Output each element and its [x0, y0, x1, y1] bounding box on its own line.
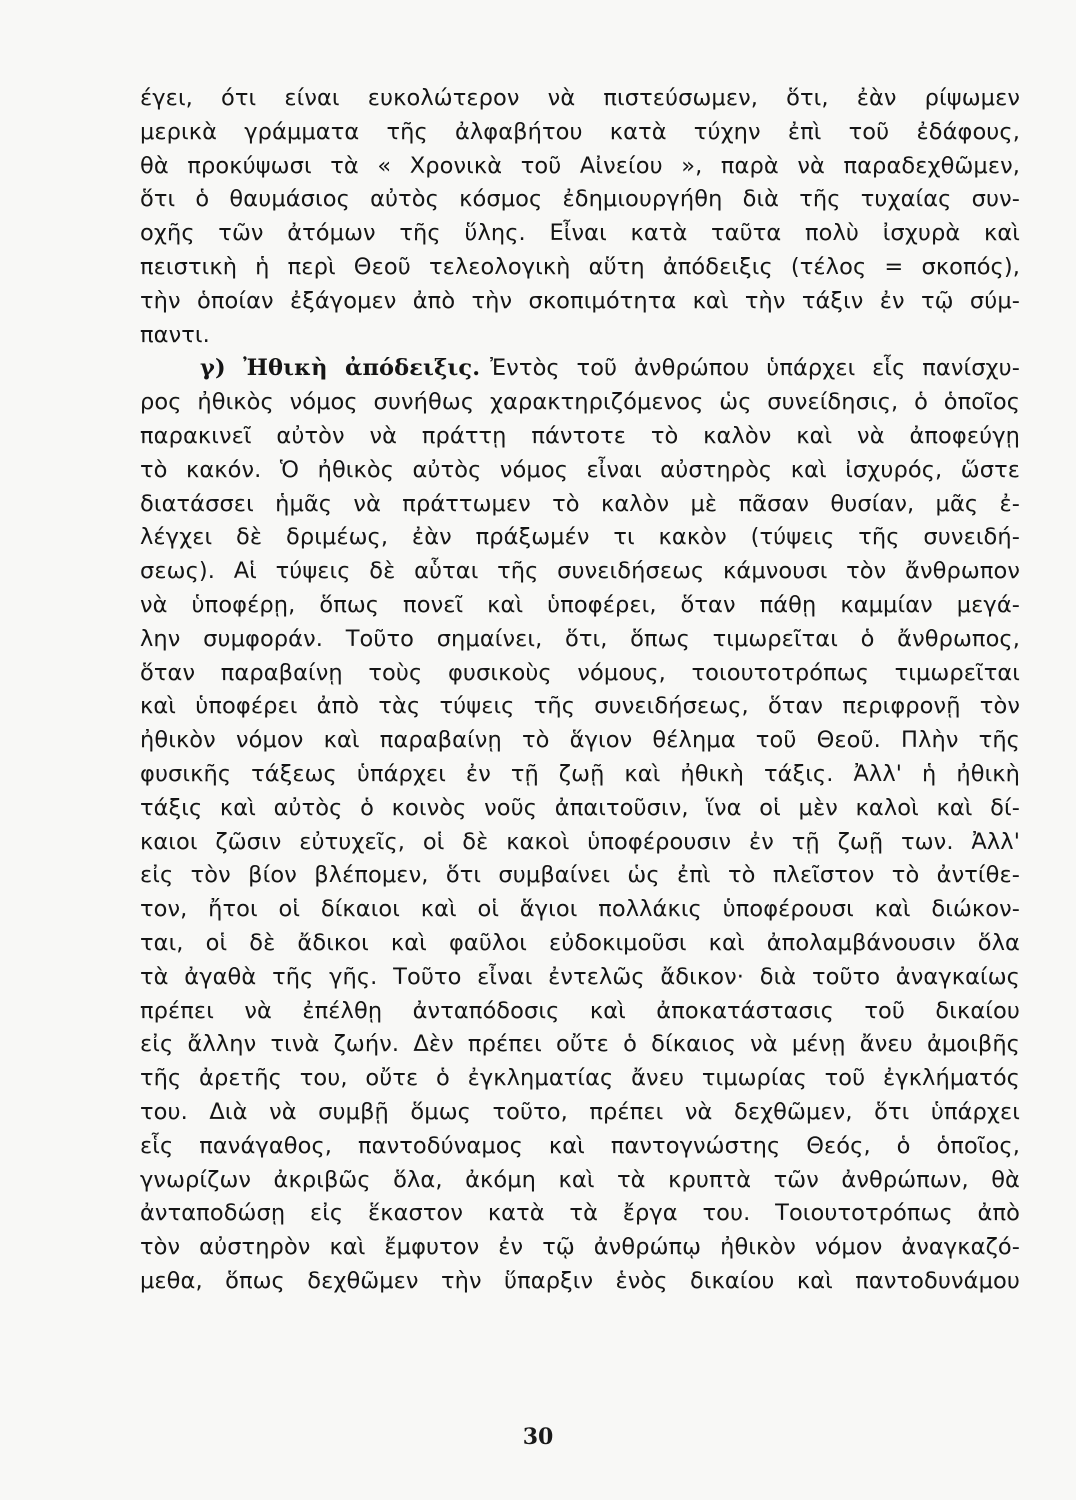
- text-line: τάξις καὶ αὐτὸς ὁ κοινὸς νοῦς ἀπαιτοῦσιν, ἵνα οἱ μὲν καλοὶ καὶ δί-: [140, 794, 1020, 821]
- text-line: τὸ κακόν. Ὁ ἠθικὸς αὐτὸς νόμος εἶναι αὐστηρὸς καὶ ἰσχυρός, ὥστε: [140, 456, 1020, 483]
- text-line: του. Διὰ νὰ συμβῇ ὅμως τοῦτο, πρέπει νὰ δεχθῶμεν, ὅτι ὑπάρχει: [140, 1098, 1020, 1125]
- text-line: λην συμφοράν. Τοῦτο σημαίνει, ὅτι, ὅπως τιμωρεῖται ὁ ἄνθρωπος,: [140, 625, 1020, 652]
- page-number: 30: [522, 1424, 554, 1450]
- heading-line-text: Ἐντὸς τοῦ ἀνθρώπου ὑπάρχει εἷς πανίσχυ-: [490, 355, 1020, 382]
- text-line: εἰς ἄλλην τινὰ ζωήν. Δὲν πρέπει οὔτε ὁ δίκαιος νὰ μένῃ ἄνευ ἀμοιβῆς: [140, 1031, 1020, 1058]
- text-line: διατάσσει ἡμᾶς νὰ πράττωμεν τὸ καλὸν μὲ πᾶσαν θυσίαν, μᾶς ἐ-: [140, 490, 1020, 517]
- text-line: τῆς ἀρετῆς του, οὔτε ὁ ἐγκληματίας ἄνευ τιμωρίας τοῦ ἐγκλήματός: [140, 1065, 1020, 1092]
- text-line: θὰ προκύψωσι τὰ « Χρονικὰ τοῦ Αἰνείου », παρὰ νὰ παραδεχθῶμεν,: [140, 152, 1020, 179]
- text-line: ρος ἠθικὸς νόμος συνήθως χαρακτηριζόμενος ὡς συνείδησις, ὁ ὁποῖος: [140, 389, 1020, 416]
- section-heading-line: [140, 352, 1020, 386]
- text-line: παντι.: [140, 321, 210, 348]
- text-line: έγει, ότι είναι ευκολώτερον νὰ πιστεύσωμεν, ὅτι, ἐὰν ρίψωμεν: [140, 85, 1020, 111]
- text-line: ὅτι ὁ θαυμάσιος αὐτὸς κόσμος ἐδημιουργήθη διὰ τῆς τυχαίας συν-: [140, 186, 1020, 213]
- text-line: καιοι ζῶσιν εὐτυχεῖς, οἱ δὲ κακοὶ ὑποφέρουσιν ἐν τῇ ζωῇ των. Ἀλλ': [140, 828, 1020, 855]
- text-line: καὶ ὑποφέρει ἀπὸ τὰς τύψεις τῆς συνειδήσεως, ὅταν περιφρονῇ τὸν: [140, 693, 1020, 720]
- text-line: γνωρίζων ἀκριβῶς ὅλα, ἀκόμη καὶ τὰ κρυπτὰ τῶν ἀνθρώπων, θὰ: [140, 1166, 1020, 1193]
- text-line: ὅταν παραβαίνῃ τοὺς φυσικοὺς νόμους, τοιουτοτρόπως τιμωρεῖται: [140, 659, 1020, 686]
- text-line: φυσικῆς τάξεως ὑπάρχει ἐν τῇ ζωῇ καὶ ἠθικὴ τάξις. Ἀλλ' ἡ ἠθικὴ: [140, 760, 1020, 787]
- text-line: ται, οἱ δὲ ἄδικοι καὶ φαῦλοι εὐδοκιμοῦσι καὶ ἀπολαμβάνουσιν ὅλα: [140, 929, 1020, 956]
- text-line: τὰ ἀγαθὰ τῆς γῆς. Τοῦτο εἶναι ἐντελῶς ἄδικον· διὰ τοῦτο ἀναγκαίως: [140, 963, 1020, 990]
- text-line: ἀνταποδώσῃ εἰς ἕκαστον κατὰ τὰ ἔργα του. Τοιουτοτρόπως ἀπὸ: [140, 1200, 1020, 1227]
- text-line: τὴν ὁποίαν ἐξάγομεν ἀπὸ τὴν σκοπιμότητα καὶ τὴν τάξιν ἐν τῷ σύμ-: [140, 287, 1020, 314]
- text-line: μερικὰ γράμματα τῆς ἀλφαβήτου κατὰ τύχην ἐπὶ τοῦ ἐδάφους,: [140, 118, 1020, 145]
- text-line: λέγχει δὲ δριμέως, ἐὰν πράξωμέν τι κακὸν (τύψεις τῆς συνειδή-: [140, 524, 1020, 551]
- text-line: νὰ ὑποφέρῃ, ὅπως πονεῖ καὶ ὑποφέρει, ὅταν πάθῃ καμμίαν μεγά-: [140, 591, 1020, 618]
- text-line: [140, 1299, 1020, 1333]
- text-line: πρέπει νὰ ἐπέλθῃ ἀνταπόδοσις καὶ ἀποκατάστασις τοῦ δικαίου: [140, 997, 1020, 1024]
- text-line: ἠθικὸν νόμον καὶ παραβαίνῃ τὸ ἅγιον θέλημα τοῦ Θεοῦ. Πλὴν τῆς: [140, 727, 1020, 754]
- text-line: πειστικὴ ἡ περὶ Θεοῦ τελεολογικὴ αὕτη ἀπόδειξις (τέλος = σκοπός),: [140, 253, 1020, 280]
- text-line: τὸν αὐστηρὸν καὶ ἔμφυτον ἐν τῷ ἀνθρώπῳ ἠθικὸν νόμον ἀναγκαζό-: [140, 1234, 1020, 1261]
- text-line: εἷς πανάγαθος, παντοδύναμος καὶ παντογνώστης Θεός, ὁ ὁποῖος,: [140, 1132, 1020, 1159]
- body-text: [140, 82, 1020, 1332]
- text-line: σεως). Αἱ τύψεις δὲ αὗται τῆς συνειδήσεως κάμνουσι τὸν ἄνθρωπον: [140, 558, 1020, 585]
- text-line: οχῆς τῶν ἀτόμων τῆς ὕλης. Εἶναι κατὰ ταῦτα πολὺ ἰσχυρὰ καὶ: [140, 220, 1020, 247]
- text-line: παρακινεῖ αὐτὸν νὰ πράττῃ πάντοτε τὸ καλὸν καὶ νὰ ἀποφεύγῃ: [140, 422, 1020, 449]
- text-line: τον, ἤτοι οἱ δίκαιοι καὶ οἱ ἅγιοι πολλάκις ὑποφέρουσι καὶ διώκον-: [140, 896, 1020, 923]
- section-label: γ) Ἠθικὴ ἀπόδειξις.: [200, 355, 481, 382]
- text-line: μεθα, ὅπως δεχθῶμεν τὴν ὕπαρξιν ἑνὸς δικαίου καὶ παντοδυνάμου: [140, 1267, 1020, 1294]
- text-line: εἰς τὸν βίον βλέπομεν, ὅτι συμβαίνει ὡς ἐπὶ τὸ πλεῖστον τὸ ἀντίθε-: [140, 862, 1020, 889]
